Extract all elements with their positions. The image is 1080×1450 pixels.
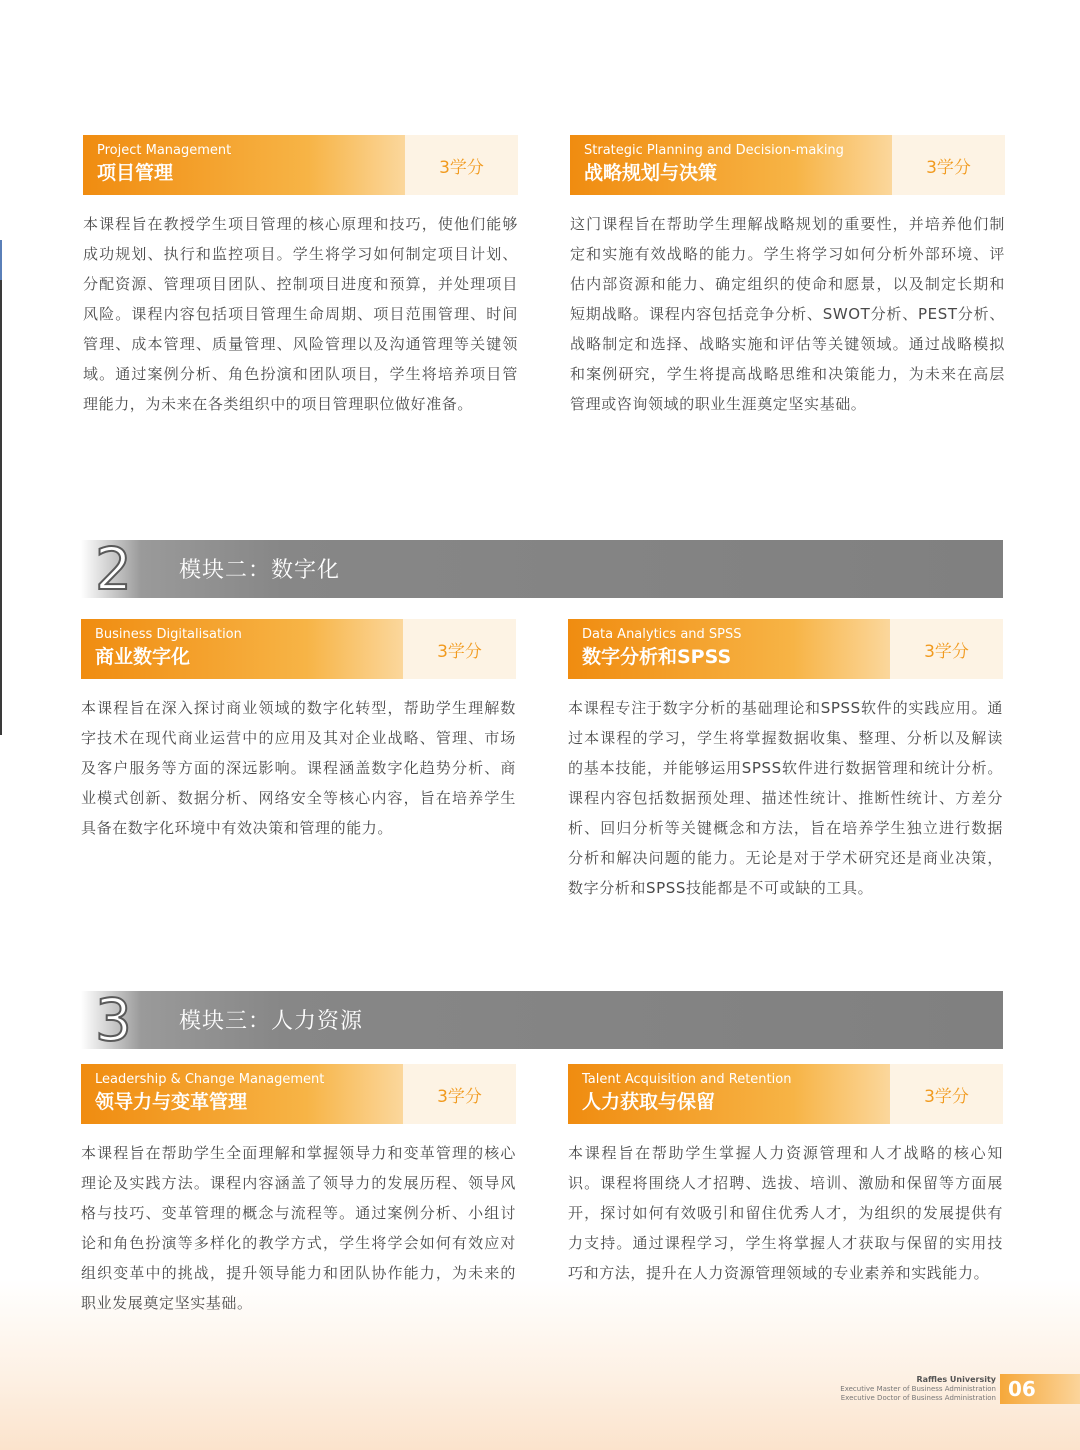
course-title-en: Leadership & Change Management [95,1072,325,1087]
course-header [81,619,516,679]
course-title-box [568,619,890,679]
course-data-analytics-spss [568,619,1003,903]
course-header [568,1064,1003,1124]
footer-program-emba: Executive Master of Business Administration [840,1385,996,1393]
module-title: 模块二：数字化 [179,558,341,583]
course-title-box [570,135,892,195]
module-number: 3 [95,986,132,1054]
course-title-box [81,1064,403,1124]
module-title: 模块三：人力资源 [179,1009,364,1034]
module-number: 2 [95,535,132,603]
course-title-cn: 项目管理 [97,162,174,184]
course-description: 本课程专注于数字分析的基础理论和SPSS软件的实践应用。通过本课程的学习，学生将掌握数据收集、整理、分析以及解读的基本技能，并能够运用SPSS软件进行数据管理和统计分析。课程内容包括数据预处理、描述性统计、推断性统计、方差分析、回归分析等关键概念和方法，旨在培养学生独立进行数据分析和解决问题的能力。无论是对于学术研究还是商业决策，数字分析和SPSS技能都是不可或缺的工具。 [568,699,1003,897]
credit-badge: 3学分 [890,619,1003,679]
course-title-box [81,619,403,679]
page-number: 06 [1000,1374,1080,1404]
credit-badge: 3学分 [403,619,516,679]
course-title-cn: 商业数字化 [95,646,191,668]
course-project-management [83,135,518,419]
footer-text [840,1375,996,1403]
module-2-header [81,535,1003,603]
credit-badge: 3学分 [892,135,1005,195]
course-strategic-planning [570,135,1005,419]
footer-university: Raffles University [916,1375,996,1384]
course-header [568,619,1003,679]
course-title-cn: 领导力与变革管理 [95,1091,248,1113]
course-title-en: Business Digitalisation [95,627,242,642]
course-title-cn: 人力获取与保留 [582,1091,716,1113]
footer-program-edba: Executive Doctor of Business Administration [840,1394,996,1402]
course-description: 本课程旨在帮助学生全面理解和掌握领导力和变革管理的核心理论及实践方法。课程内容涵盖了领导力的发展历程、领导风格与技巧、变革管理的概念与流程等。通过案例分析、小组讨论和角色扮演等多样化的教学方式，学生将学会如何有效应对组织变革中的挑战，提升领导能力和团队协作能力，为未来的职业发展奠定坚实基础。 [81,1144,516,1312]
course-header [81,1064,516,1124]
course-header [83,135,518,195]
credit-badge: 3学分 [405,135,518,195]
credit-badge: 3学分 [890,1064,1003,1124]
page-footer [840,1372,1080,1406]
course-description: 本课程旨在教授学生项目管理的核心原理和技巧，使他们能够成功规划、执行和监控项目。学生将学习如何制定项目计划、分配资源、管理项目团队、控制项目进度和预算，并处理项目风险。课程内容包括项目管理生命周期、项目范围管理、时间管理、成本管理、质量管理、风险管理以及沟通管理等关键领域。通过案例分析、角色扮演和团队项目，学生将培养项目管理能力，为未来在各类组织中的项目管理职位做好准备。 [83,215,518,413]
course-title-en: Data Analytics and SPSS [582,627,742,642]
course-description: 本课程旨在帮助学生掌握人力资源管理和人才战略的核心知识。课程将围绕人才招聘、选拔、培训、激励和保留等方面展开，探讨如何有效吸引和留住优秀人才，为组织的发展提供有力支持。通过课程学习，学生将掌握人才获取与保留的实用技巧和方法，提升在人力资源管理领域的专业素养和实践能力。 [568,1144,1003,1282]
course-title-cn: 数字分析和SPSS [582,646,732,668]
course-description: 本课程旨在深入探讨商业领域的数字化转型，帮助学生理解数字技术在现代商业运营中的应用及其对企业战略、管理、市场及客户服务等方面的深远影响。课程涵盖数字化趋势分析、商业模式创新、数据分析、网络安全等核心内容，旨在培养学生具备在数字化环境中有效决策和管理的能力。 [81,699,516,837]
course-description: 这门课程旨在帮助学生理解战略规划的重要性，并培养他们制定和实施有效战略的能力。学生将学习如何分析外部环境、评估内部资源和能力、确定组织的使命和愿景，以及制定长期和短期战略。课程内容包括竞争分析、SWOT分析、PEST分析、战略制定和选择、战略实施和评估等关键领域。通过战略模拟和案例研究，学生将提高战略思维和决策能力，为未来在高层管理或咨询领域的职业生涯奠定坚实基础。 [570,215,1005,413]
course-talent-acquisition [568,1064,1003,1288]
course-header [570,135,1005,195]
course-title-en: Project Management [97,143,232,158]
page-edge-line [0,240,2,735]
course-leadership-change [81,1064,516,1318]
course-business-digitalisation [81,619,516,843]
module-3-header [81,986,1003,1054]
page-edge-accent [0,240,2,280]
course-title-cn: 战略规划与决策 [584,162,718,184]
course-title-box [568,1064,890,1124]
credit-badge: 3学分 [403,1064,516,1124]
course-title-en: Talent Acquisition and Retention [582,1072,792,1087]
course-title-en: Strategic Planning and Decision-making [584,143,844,158]
course-title-box [83,135,405,195]
